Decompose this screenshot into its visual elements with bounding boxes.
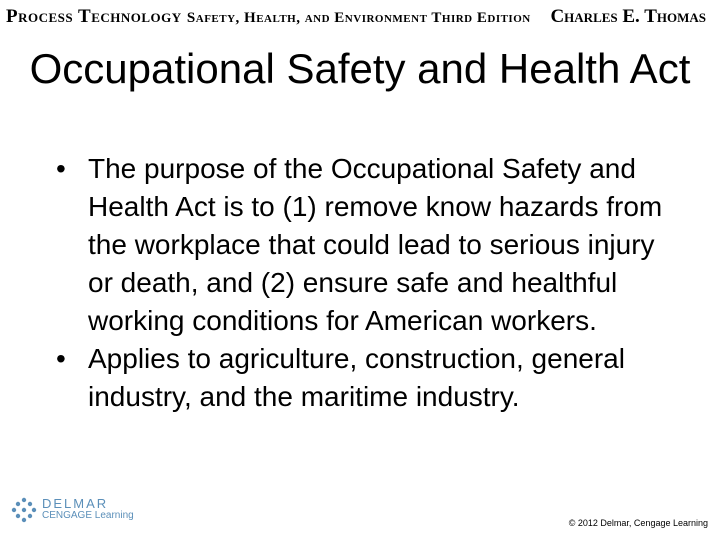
bullet-list (38, 150, 678, 416)
bullet-text: The purpose of the Occupational Safety and Health Act is to (1) remove know hazards from the workplace that could lead to serious injury or death, and (2) ensure safe and healthful working conditions for American workers. (88, 153, 663, 336)
bullet-text: Applies to agriculture, construction, general industry, and the maritime industry. (88, 343, 625, 412)
copyright-notice: © 2012 Delmar, Cengage Learning (568, 518, 708, 528)
logo-secondary-text: CENGAGE Learning (42, 510, 134, 521)
book-title (6, 6, 531, 28)
slide-title: Occupational Safety and Health Act (29, 45, 691, 92)
delmar-logo-icon (10, 496, 38, 524)
bullet-item (38, 150, 678, 340)
author-name: Charles E. Thomas (550, 6, 706, 27)
book-title-sub: Safety, Health, and Environment Third Edition (186, 10, 531, 26)
bullet-icon: • (56, 343, 66, 374)
bullet-icon: • (56, 153, 66, 184)
publisher-logo (10, 496, 134, 524)
bullet-item (38, 340, 678, 416)
logo-primary-text: DELMAR (42, 496, 109, 511)
book-title-main: Process Technology (6, 6, 182, 27)
